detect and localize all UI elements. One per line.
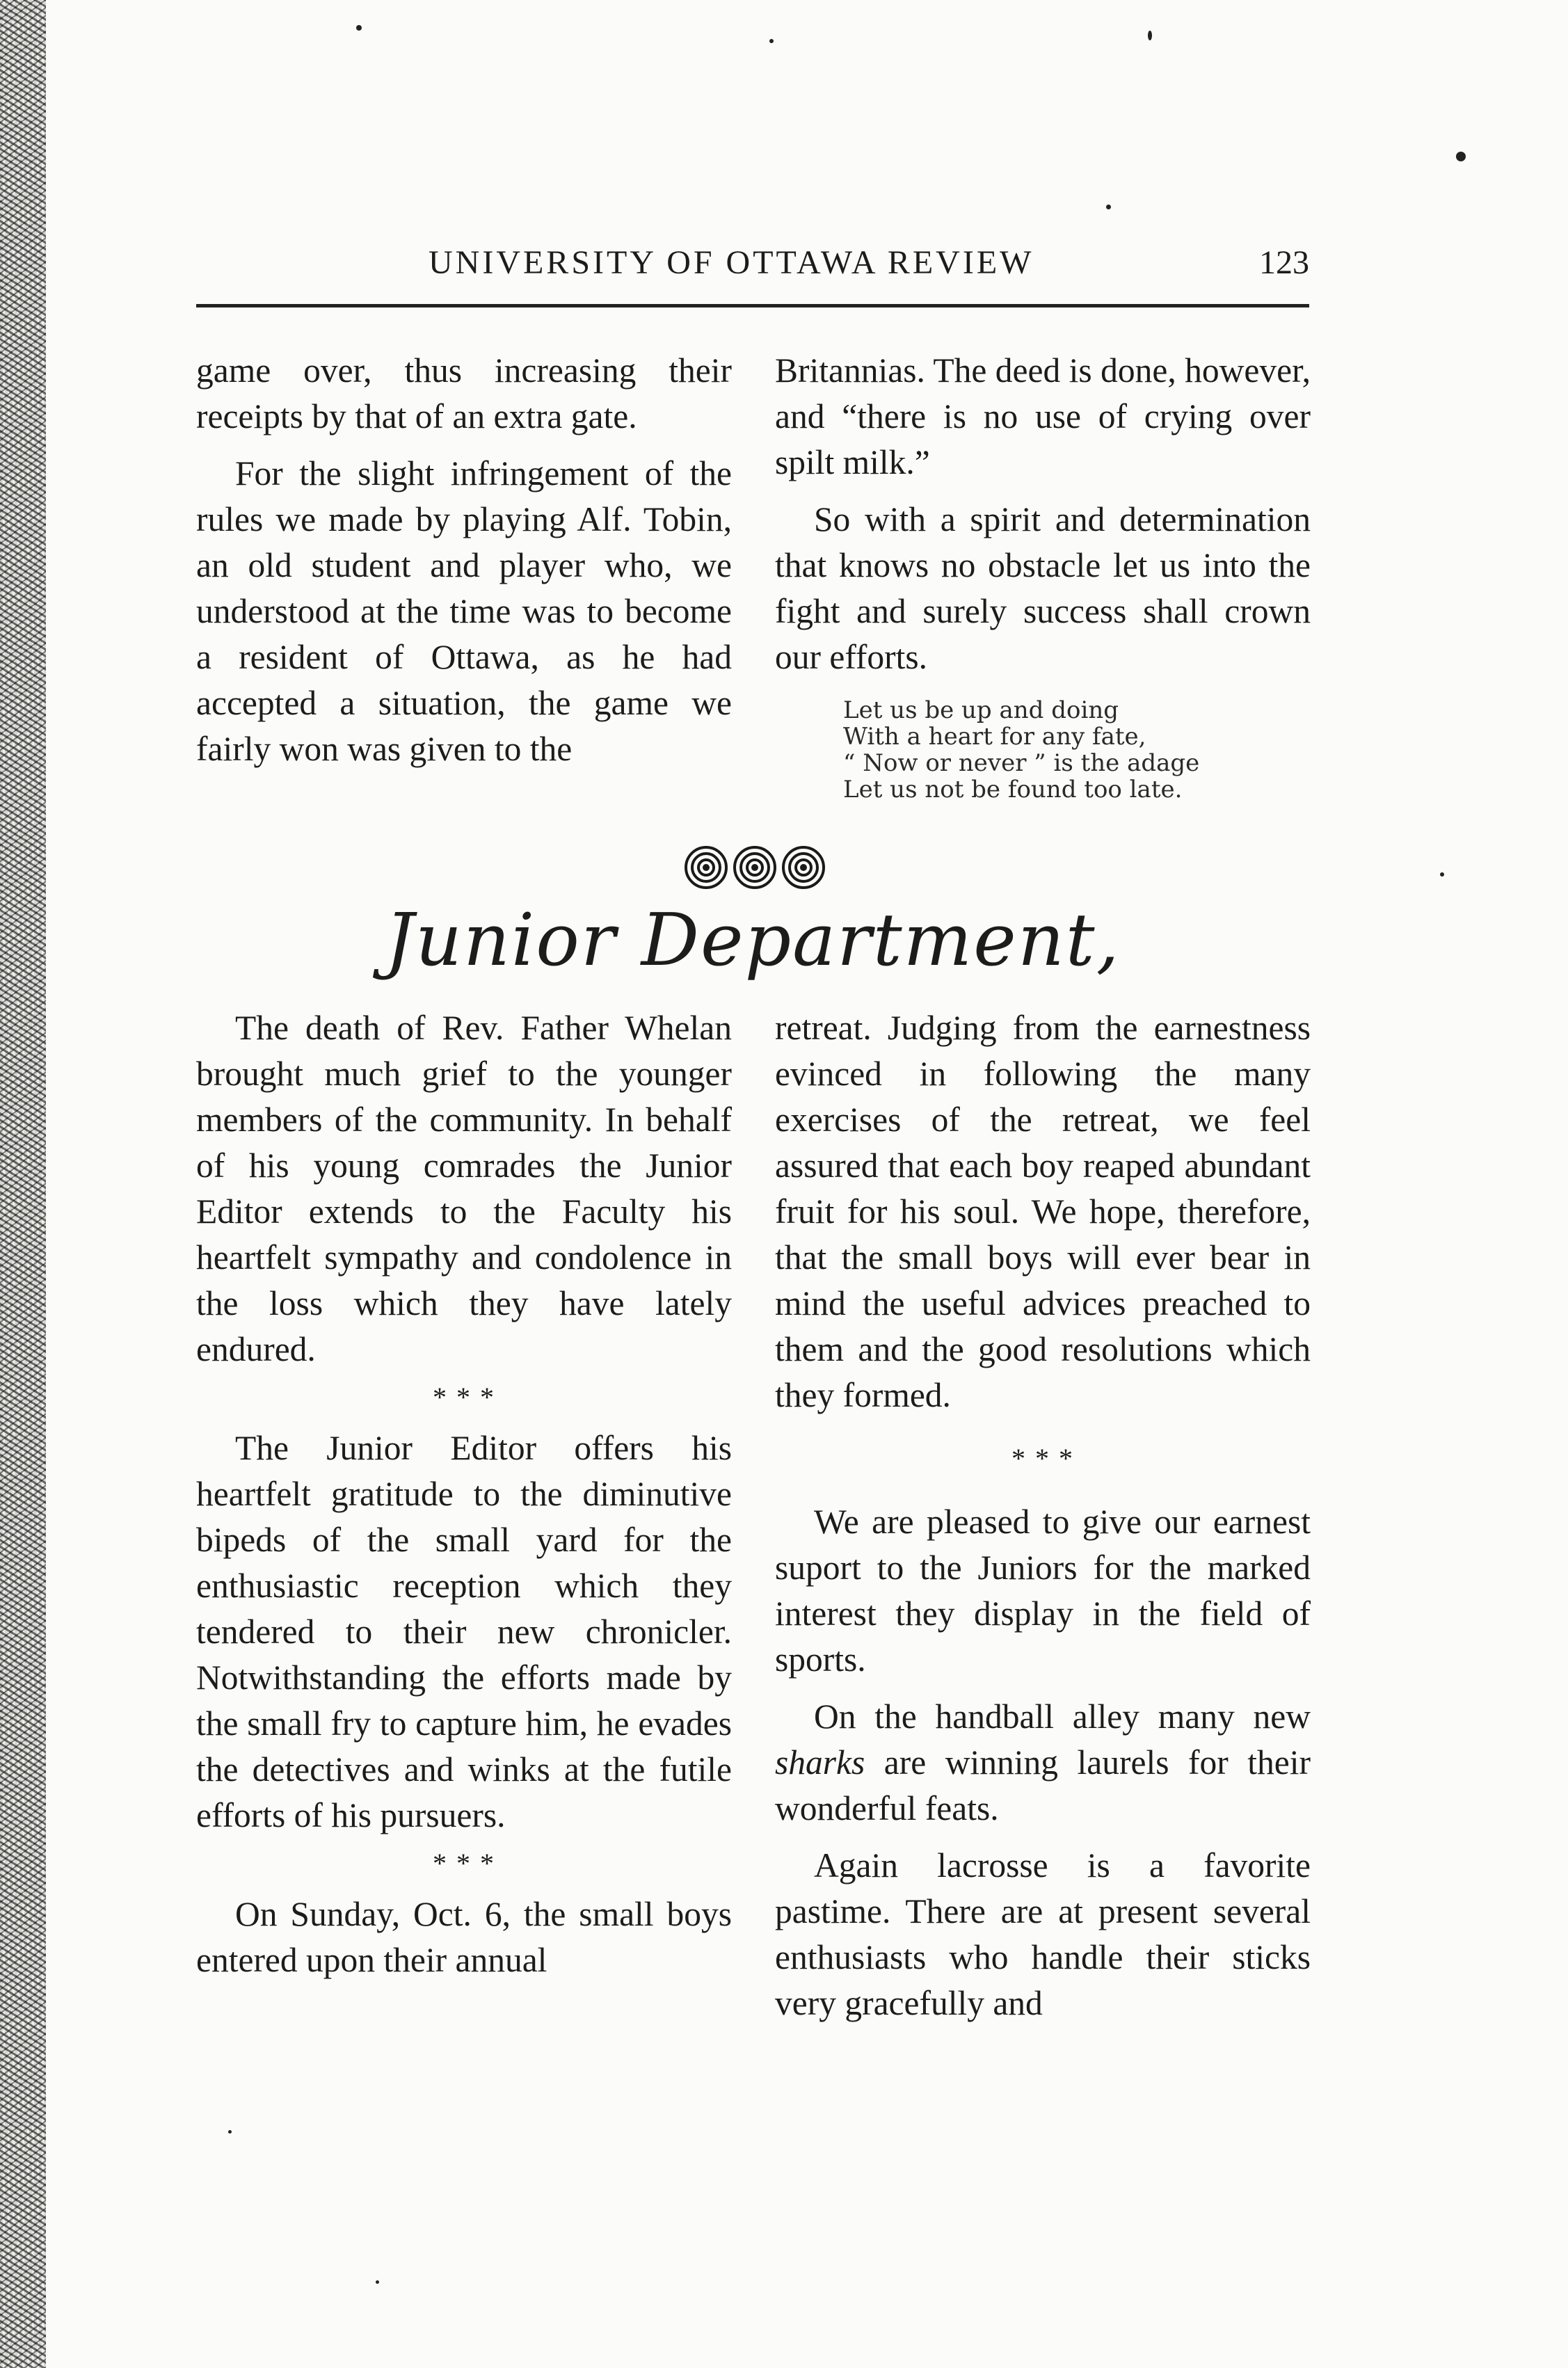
journal-title: UNIVERSITY OF OTTAWA REVIEW [429,244,1034,281]
ink-speck [376,2280,379,2284]
text-run: On the handball alley many new [814,1697,1311,1736]
ink-speck [1106,205,1111,209]
section-divider-stars: * * * [433,1848,495,1879]
section-title: Junior Department, [385,897,1121,982]
paragraph: The Junior Editor offers his heartfelt gratitude to the diminutive bipeds of the small yard for the enthusiastic reception which they tendered to their new chronicler. Notwithstanding the efforts made by the small fry to capture him, he evades the detectives and winks at the futile efforts of his pursuers. [196,1429,732,1834]
ink-speck [356,25,362,31]
spiral-ornament-icon [682,845,828,890]
ink-speck [769,39,774,43]
verse-line: With a heart for any fate, [843,723,1146,751]
top-left-column [196,348,732,783]
verse-quote [843,697,1288,803]
ink-speck [1148,31,1152,40]
junior-right-column [775,1005,1311,2038]
ink-speck [1440,872,1444,877]
paragraph: For the slight infringement of the rules we made by playing Alf. Tobin, an old student and player who, we understood at the time was to become a resident of Ottawa, as he had accepted a situation, the game we fairly won was given to the [196,454,732,768]
verse-line: Let us be up and doing [843,696,1119,724]
section-divider-stars: * * * [433,1382,495,1413]
top-right-column [775,348,1311,691]
verse-line: Let us not be found too late. [843,776,1183,803]
paragraph: retreat. Judging from the earnestness evinced in following the many exercises of the retreat, we feel assured that each boy reaped abundant fruit for his soul. We hope, therefore, that the small boys will ever bear in mind the useful advices preached to them and the good resolutions which they formed. [775,1009,1311,1414]
page-number: 123 [1259,244,1309,281]
junior-left-column [196,1005,732,1994]
running-header [196,243,1309,285]
paragraph: Britannias. The deed is done, however, and “there is no use of crying over spilt milk.” [775,351,1311,481]
italic-word: sharks [775,1743,865,1782]
paragraph: We are pleased to give our earnest suport to the Juniors for the marked interest they display in the field of sports. [775,1503,1311,1679]
paragraph [775,1694,1311,1832]
header-rule [196,304,1309,307]
text-run: are winning laurels for their wonderful feats. [775,1743,1311,1827]
section-divider-stars: * * * [1011,1443,1074,1474]
page-binding-edge [0,0,46,2368]
paragraph: On Sunday, Oct. 6, the small boys entered upon their annual [196,1895,732,1979]
ink-speck [228,2130,232,2134]
paragraph: game over, thus increasing their receipts by that of an extra gate. [196,351,732,435]
verse-line: “ Now or never ” is the adage [843,749,1200,777]
paragraph: So with a spirit and determination that knows no obstacle let us into the fight and surely success shall crown our efforts. [775,500,1311,676]
paragraph: The death of Rev. Father Whelan brought much grief to the younger members of the community. In behalf of his young comrades the Junior Editor extends to the Faculty his heartfelt sympathy and condolence in the loss which they have lately endured. [196,1009,732,1368]
ink-speck [1456,152,1466,161]
paragraph: Again lacrosse is a favorite pastime. There are at present several enthusiasts who handle their sticks very gracefully and [775,1846,1311,2022]
